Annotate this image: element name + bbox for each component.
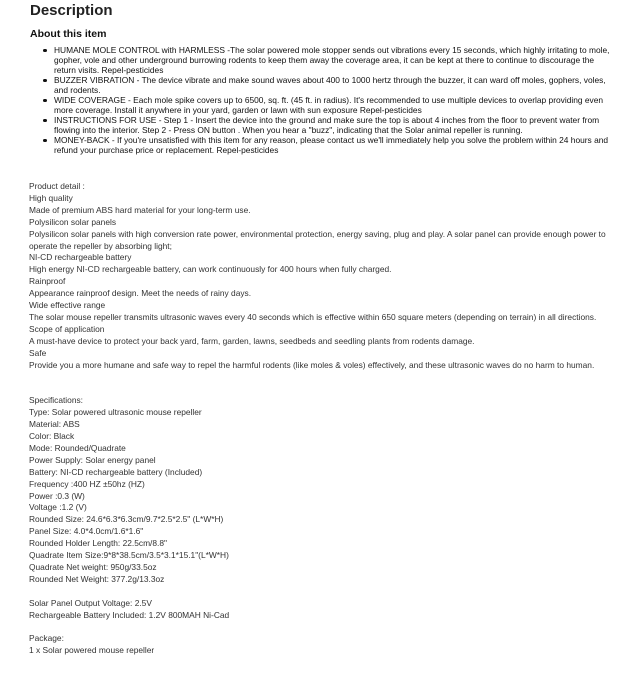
detail-line: The solar mouse repeller transmits ultrasonic waves every 40 seconds which is effective within 650 square meters (depending on terrain) in all directions. <box>29 311 597 322</box>
feature-bullet: HUMANE MOLE CONTROL with HARMLESS -The solar powered mole stopper sends out vibrations every 15 seconds, which highly irritating to mole, gopher, vole and other underground burrowing rodents to keep them away the coverage area, it can be kept at there to continue to discourage the return visits. Repel-pesticides <box>42 45 612 75</box>
description-heading: Description <box>30 2 113 19</box>
spec-line: Rounded Size: 24.6*6.3*6.3cm/9.7*2.5*2.5" (L*W*H) <box>29 514 224 525</box>
feature-bullet-list <box>42 45 612 155</box>
detail-line: Made of premium ABS hard material for your long-term use. <box>29 204 251 215</box>
detail-line: Appearance rainproof design. Meet the needs of rainy days. <box>29 288 252 299</box>
spacer <box>29 383 607 395</box>
product-details-section <box>29 181 607 657</box>
about-this-item-heading: About this item <box>30 28 107 40</box>
spec-line: Mode: Rounded/Quadrate <box>29 442 126 453</box>
spec-line: Power :0.3 (W) <box>29 490 85 501</box>
detail-line: Safe <box>29 347 47 358</box>
spec-line: Color: Black <box>29 431 75 441</box>
spec-line: Quadrate Net weight: 950g/33.5oz <box>29 561 157 572</box>
detail-line: High energy NI-CD rechargeable battery, can work continuously for 400 hours when fully charged. <box>29 264 392 275</box>
product-detail-block <box>29 181 607 372</box>
detail-line: Scope of application <box>29 323 105 334</box>
specifications-heading: Specifications: <box>29 395 83 406</box>
detail-line: Rainproof <box>29 276 66 287</box>
electrical-block <box>29 598 607 622</box>
detail-line: Polysilicon solar panels with high conversion rate power, environmental protection, energy saving, plug and play. A solar panel can provide enough power to operate the repeller by absorbing light; <box>29 228 606 251</box>
package-heading: Package: <box>29 633 64 644</box>
detail-line: High quality <box>29 192 73 203</box>
spec-line: Rechargeable Battery Included: 1.2V 800MAH Ni-Cad <box>29 609 230 620</box>
spec-line: Frequency :400 HZ ±50hz (HZ) <box>29 478 145 489</box>
detail-line: Polysilicon solar panels <box>29 216 117 227</box>
spec-line: Power Supply: Solar energy panel <box>29 454 156 465</box>
feature-bullet: WIDE COVERAGE - Each mole spike covers up to 6500, sq. ft. (45 ft. in radius). It's recommended to use multiple devices to overlap providing even more coverage. Install it anywhere in your yard, garden or lawn with sun exposure Repel-pesticides <box>42 95 612 115</box>
spec-line: Quadrate Item Size:9*8*38.5cm/3.5*3.1*15.1"(L*W*H) <box>29 550 229 561</box>
spec-line: Panel Size: 4.0*4.0cm/1.6*1.6" <box>29 526 144 537</box>
feature-bullet: INSTRUCTIONS FOR USE - Step 1 - Insert the device into the ground and make sure the top is about 4 inches from the floor to prevent water from flowing into the interior. Step 2 - Press ON button . When you hear a "buzz", indicating that the Solar animal repeller is running. <box>42 115 612 135</box>
specifications-block <box>29 395 607 586</box>
spec-line: Rounded Net Weight: 377.2g/13.3oz <box>29 573 165 584</box>
detail-line: Provide you a more humane and safe way to repel the harmful rodents (like moles & voles) effectively, and these ultrasonic waves do no harm to human. <box>29 359 595 370</box>
spec-line: Battery: NI-CD rechargeable battery (Included) <box>29 466 203 477</box>
detail-line: A must-have device to protect your back yard, farm, garden, lawns, seedbeds and seedling plants from rodents damage. <box>29 335 475 346</box>
feature-bullet: MONEY-BACK - If you're unsatisfied with this item for any reason, please contact us we'll immediately help you solve the problem within 24 hours and refund your purchase price or replacement. Repel-pesticides <box>42 135 612 155</box>
feature-bullet: BUZZER VIBRATION - The device vibrate and make sound waves about 400 to 1000 hertz through the buzzer, it can ward off moles, gophers, voles, and rodents. <box>42 75 612 95</box>
package-block <box>29 633 607 657</box>
spacer <box>29 586 607 598</box>
spec-line: Material: ABS <box>29 419 80 430</box>
spec-line: Solar Panel Output Voltage: 2.5V <box>29 597 152 608</box>
spec-line: Type: Solar powered ultrasonic mouse repeller <box>29 407 202 418</box>
spacer <box>29 372 607 384</box>
package-line: 1 x Solar powered mouse repeller <box>29 645 155 656</box>
spec-line: Voltage :1.2 (V) <box>29 502 87 513</box>
spec-line: Rounded Holder Length: 22.5cm/8.8" <box>29 538 167 549</box>
product-detail-heading: Product detail : <box>29 181 85 191</box>
spacer <box>29 621 607 633</box>
detail-line: NI-CD rechargeable battery <box>29 252 132 263</box>
detail-line: Wide effective range <box>29 300 106 311</box>
